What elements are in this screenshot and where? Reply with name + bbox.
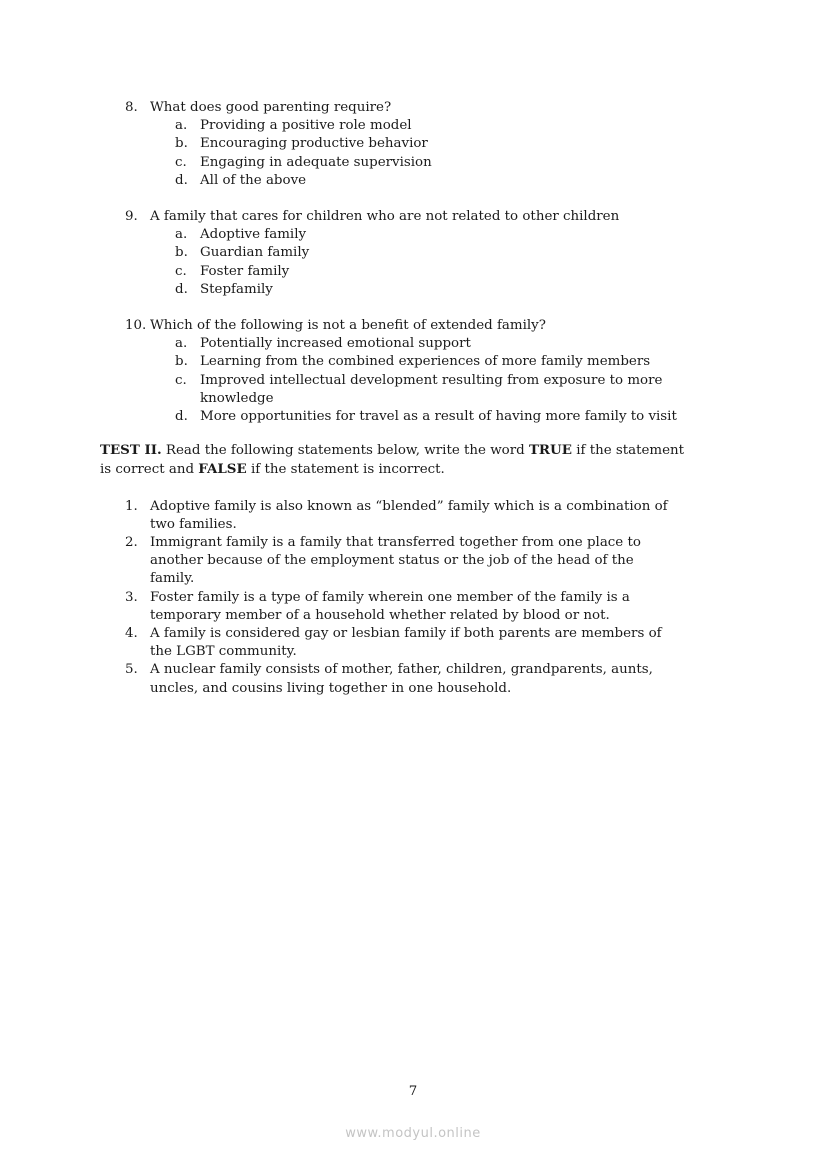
option-text: More opportunities for travel as a result of having more family to visit [200,409,677,425]
option-b [175,135,745,153]
option-c [175,372,745,408]
option-d [175,172,745,190]
option-text: Adoptive family [200,227,307,243]
statement-text: A family is considered gay or lesbian family if both parents are members of [150,626,662,642]
instruction-text: Read the following statements below, write the word [161,443,529,458]
statement-item [125,534,765,589]
statement-item [125,498,765,534]
option-letter: c. [175,154,187,170]
statement-number: 2. [125,535,138,550]
instruction-text: is correct and [100,462,199,478]
question-stem: A family that cares for children who are not related to other children [150,209,620,224]
statement-text: temporary member of a household whether related by blood or not. [150,607,610,623]
question-number: 9. [125,209,138,224]
statement-number: 1. [125,498,138,514]
statement-text: Foster family is a type of family wherein one member of the family is a [150,589,630,605]
option-c [175,154,745,172]
false-word: FALSE [198,461,247,478]
option-a [175,117,745,135]
statement-text: Adoptive family is also known as “blended” family which is a combination of [150,498,668,514]
statement-text: A nuclear family consists of mother, father, children, grandparents, aunts, [150,662,653,678]
option-b [175,353,745,371]
option-letter: c. [175,372,187,388]
statement-item [125,589,765,625]
question-number: 10. [125,318,147,333]
question-stem: Which of the following is not a benefit of extended family? [150,318,546,333]
statement-number: 5. [125,662,138,678]
statement-text: another because of the employment status or the job of the head of the [150,553,634,569]
true-false-list [125,498,765,698]
question-10 [125,317,745,426]
option-letter: d. [175,172,188,188]
option-d [175,281,745,299]
question-9 [125,208,745,299]
statement-number: 4. [125,626,138,642]
option-text: Improved intellectual development resulting from exposure to more [200,372,663,388]
option-a [175,226,745,244]
option-letter: b. [175,136,188,152]
option-letter: a. [175,118,188,134]
watermark: www.modyul.online [345,1126,481,1141]
option-letter: b. [175,354,188,370]
option-text: Foster family [200,263,290,279]
statement-text: the LGBT community. [150,644,297,660]
option-text: Engaging in adequate supervision [200,154,432,170]
statement-text: Immigrant family is a family that transferred together from one place to [150,535,641,550]
test-2-label: TEST II. [100,442,162,458]
option-b [175,244,745,262]
statement-item [125,625,765,661]
option-text: Learning from the combined experiences of more family members [200,354,651,370]
option-text: Potentially increased emotional support [200,336,471,352]
option-text: Encouraging productive behavior [200,136,428,152]
question-stem: What does good parenting require? [150,100,392,115]
option-d [175,408,745,426]
statement-text: two families. [150,516,237,532]
instruction-text: if the statement [571,443,685,458]
true-word: TRUE [528,442,572,458]
statement-text: family. [150,571,195,587]
statement-text: uncles, and cousins living together in one household. [150,680,512,696]
statement-item [125,661,765,697]
option-letter: b. [175,245,188,261]
option-letter: a. [175,336,188,352]
question-number: 8. [125,100,138,115]
option-text: Guardian family [200,245,310,261]
statement-number: 3. [125,589,138,605]
option-a [175,335,745,353]
option-text: knowledge [200,390,274,406]
question-8 [125,99,745,190]
option-letter: a. [175,227,188,243]
instruction-text: if the statement is incorrect. [246,462,445,478]
option-letter: d. [175,409,188,425]
option-letter: d. [175,281,188,297]
test-2-instructions [100,441,740,479]
option-text: Providing a positive role model [200,118,412,134]
option-text: Stepfamily [200,281,273,297]
option-letter: c. [175,263,187,279]
test-2-section [100,441,740,698]
option-text: All of the above [200,172,307,188]
page-number: 7 [408,1084,418,1099]
option-c [175,263,745,281]
